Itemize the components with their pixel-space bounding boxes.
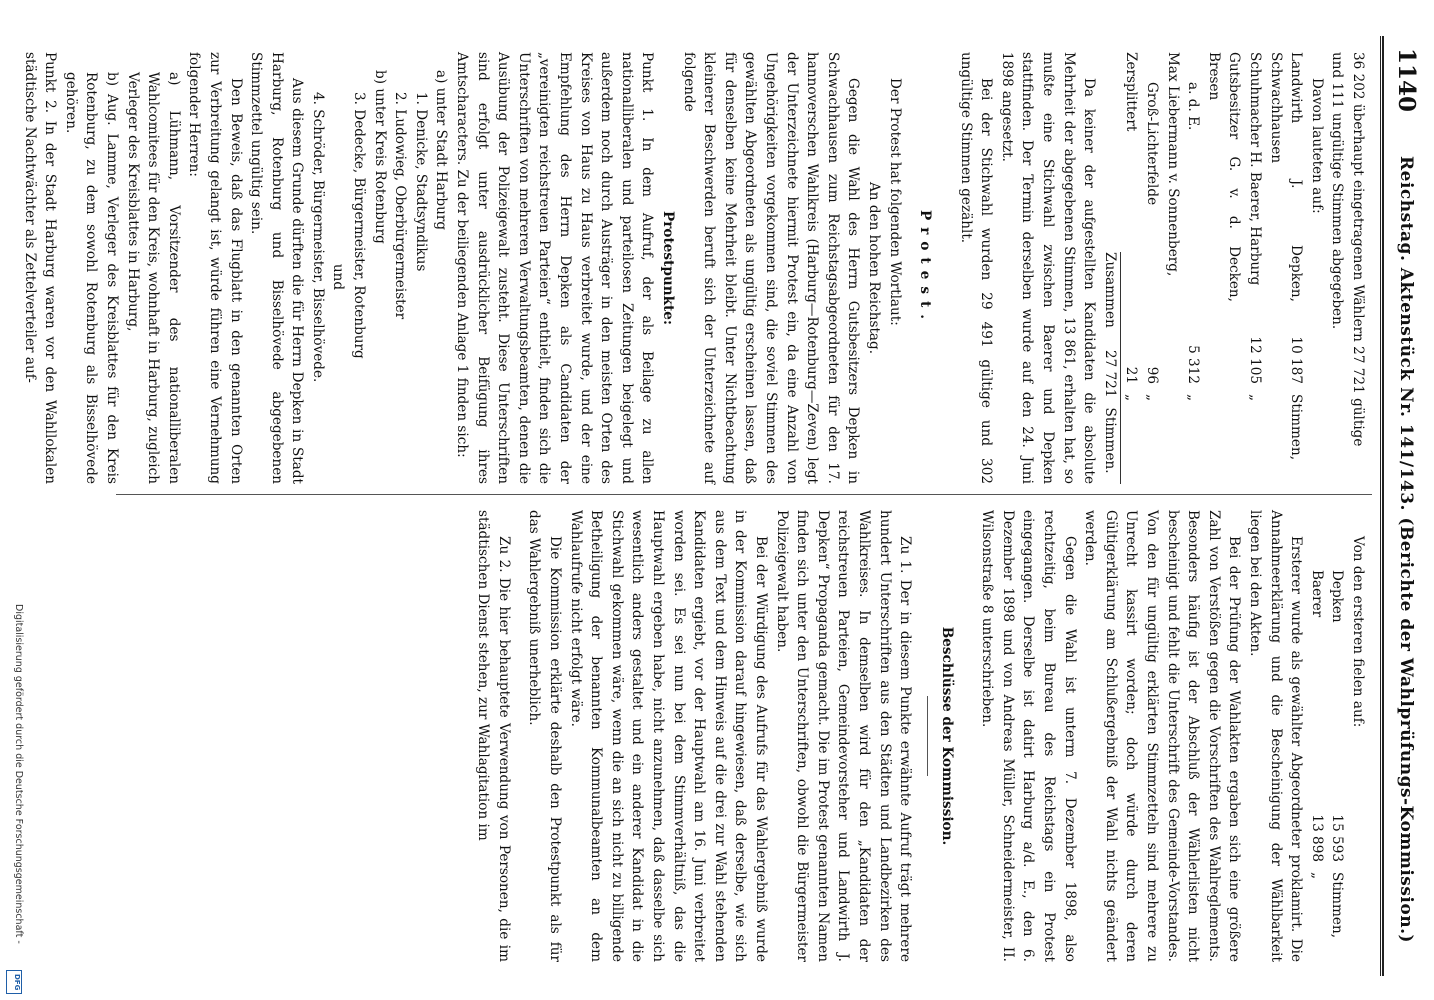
result-row: a. d. E. 5 312 „	[1185, 82, 1202, 402]
list-item: 3. Dedecke, Bürgermeister, Rotenburg	[351, 92, 368, 359]
list-item: und	[330, 263, 347, 291]
digitization-footer	[4, 604, 24, 996]
paragraph: Bei der Würdigung des Aufrufs für das Wahlergebniß wurde in der Kommission darauf hingewiesen, daß derselbe, wie sich aus dem Text und dem Hinweis auf die drei zur Wahl stehenden Kandidaten ergiebt, vor der Hauptwahl am 16. Juni verbreitet worden sei. Es sei nun bei dem Stimmverhältniß, das die Hauptwahl ergeben habe, nicht anzunehmen, daß dasselbe sich wesentlich anders gestaltet und ein anderer Kandidat in die Stichwahl gekommen wäre, wenn die an sich nicht zu billigende Betheiligung der benannten Kommunalbeamten an dem Wahlaufrufe nicht erfolgt wäre.	[567, 510, 769, 962]
list-item: b) Aug. Lamme, Verleger des Kreisblattes für den Kreis Rotenburg, zu dem sowohl Rotenburg als Bisselhövede gehören.	[62, 72, 120, 484]
protest-address: An den hohen Reichstag.	[865, 181, 882, 355]
result-row: Zersplittert 21 „	[1123, 52, 1140, 402]
paragraph: Da keiner der aufgestellten Kandidaten die absolute Mehrheit der abgegebenen Stimmen, 13 861, erhalten hat, so mußte eine Stichwahl zwischen Baerer und Depken stattfinden. Der Termin derselben wurde auf den 24. Juni 1898 angesetzt.	[998, 52, 1098, 484]
list-item: a) unter Stadt Harburg	[433, 70, 450, 231]
list-item: b) unter Kreis Rotenburg	[371, 70, 388, 244]
list-item: 1. Denicke, Stadtsyndikus	[412, 92, 429, 272]
right-column	[473, 510, 1368, 962]
page-number: 1140	[1393, 48, 1420, 113]
intro-line-2: und 111 ungültige Stimmen abgegeben.	[1329, 52, 1346, 330]
erste-line: Von den ersteren fielen auf:	[1350, 536, 1366, 728]
list-item: 2. Ludowieg, Oberbürgermeister	[392, 92, 409, 320]
total-row: Zusammen 27 721 Stimmen.	[1099, 252, 1121, 484]
runoff-table	[1306, 510, 1347, 962]
header-title: Reichstag. Aktenstück Nr. 141/143. (Berichte der Wahlprüfungs-Kommission.)	[1396, 156, 1416, 944]
paragraph: Zu 2. Die hier behauptete Verwendung von Personen, die im städtischen Dienst stehen, zur Wahlagitation im	[475, 510, 512, 962]
funding-credit: Digitalisierung gefördert durch die Deutsche Forschungsgemeinschaft -	[13, 604, 24, 944]
result-row: Landwirth J. Depken, Schwachhausen 10 187 Stimmen,	[1267, 52, 1305, 461]
result-row: Groß-Lichterfelde 96 „	[1144, 82, 1161, 402]
heading-rule	[927, 696, 928, 776]
paragraph: Gegen die Wahl ist unterm 7. Dezember 1898, also rechtzeitig, beim Bureau des Reichstags ein Protest eingegangen. Derselbe ist datirt Harburg a/d. E., den 6. Dezember 1898 und von Andreas Müller, Schneidermeister, II. Wilsonstraße 8 unterschrieben.	[979, 510, 1078, 962]
intro-line-1: 36 202 überhaupt eingetragenen Wählern 27 721 gültige	[1350, 52, 1366, 447]
left-column	[19, 52, 1368, 484]
paragraph: Ersterer wurde als gewählter Abgeordneter proklamirt. Die Annahmeerklärung und die Bescheinigung der Wählbarkeit liegen bei den Akten.	[1247, 510, 1305, 962]
witness-list	[60, 52, 184, 484]
paragraph: Bei der Prüfung der Wahlakten ergaben sich eine größere Zahl von Verstößen gegen die Vorschriften des Wahlreglements. Besonders häufig ist der Abschluß der Wählerlisten nicht bescheinigt und fehlt die Unterschrift des Gemeinde-Vorstandes. Von den für ungültig erklärten Stimmzetteln sind mehrere zu Unrecht kassirt worden; doch würde durch deren Gültigerklärung am Schlußergebniß der Wahl nichts geändert werden.	[1082, 510, 1243, 962]
result-row: Gutsbesitzer G. v. d. Decken, Bresen	[1205, 52, 1243, 302]
header-rule	[1382, 36, 1384, 976]
results-table	[1099, 52, 1306, 484]
paragraph: Punkt 1. In dem Aufruf, der als Beilage zu allen nationalliberalen und parteilosen Zeitungen beigelegt und außerdem noch durch Austräger in den meisten Orten des Kreises von Haus zu Haus verbreitet wurde, und der eine Empfehlung des Herrn Depken als Candidaten der „vereinigten reichstreuen Parteien“ enthielt, finden sich die Unterschriften von mehreren Verwaltungsbeamten, denen die Ausübung der Polizeigewalt zusteht. Diese Unterschriften sind erfolgt unter ausdrücklicher Beifügung ihres Amtscharacters. Zu der beiliegenden Anlage 1 finden sich:	[454, 52, 656, 484]
paragraph: Zu 1. Der in diesem Punkte erwähnte Aufruf trägt mehrere hundert Unterschriften aus den Städten und Landbezirken des Wahlkreises. In demselben wird für den „Kandidaten der reichstreuen Parteien, Gemeindevorsteher und Landwirth J. Depken“ Propaganda gemacht. Die im Protest genannten Namen finden sich unter den Unterschriften, obwohl die Bürgermeister Polizeigewalt haben.	[773, 510, 914, 962]
paragraph: Bei der Stichwahl wurden 29 491 gültige und 302 ungültige Stimmen gezählt.	[957, 52, 995, 484]
result-row: Depken 15 593 Stimmen,	[1329, 570, 1346, 939]
running-header	[1386, 36, 1424, 976]
paragraph: Die Kommission erklärte deshalb den Protestpunkt als für das Wahlergebniß unerheblich.	[526, 510, 564, 962]
paragraph: Punkt 2. In der Stadt Harburg waren vor den Wahllokalen städtische Nachtwächter als Zettelverteiler auf-	[21, 52, 59, 484]
davon-line: Davon lauteten auf:	[1308, 78, 1325, 214]
list-item: 4. Schröder, Bürgermeister, Bisselhövede.	[309, 92, 326, 383]
dfg-logo: DFG	[6, 970, 22, 994]
protest-heading: Protest.	[917, 209, 934, 327]
result-row: Schuhmacher H. Baerer, Harburg 12 105 „	[1247, 52, 1264, 402]
list-item: a) Lühmann, Vorsitzender des nationalliberalen Wahlcomitees für den Kreis, wohnhaft in Harburg, zugleich Verleger des Kreisblattes in Harburg,	[124, 72, 182, 484]
column-divider	[116, 494, 1372, 495]
points-heading: Protestpunkte:	[660, 211, 676, 325]
paragraph: Den Beweis, daß das Flugblatt in den genannten Orten zur Verbreitung gelangt ist, würde führen eine Vernehmung folgender Herren:	[186, 52, 244, 484]
commission-heading: Beschlüsse der Kommission.	[938, 626, 955, 846]
paragraph: Gegen die Wahl des Herrn Gutsbesitzers Depken in Schwachhausen zum Reichstagsabgeordneten für den 17. hannoverschen Wahlkreis (Harburg—Rotenburg—Zeven) legt der Unterzeichnete hiermit Protest ein, da eine Anzahl von Ungehörigkeiten vorgekommen sind, die soviel Stimmen des gewählten Abgeordneten als ungültig erscheinen lassen, daß für denselben keine Mehrheit bleibt. Unter Nichtbeachtung kleinerer Beschwerden beruft sich der Unterzeichnete auf folgende	[680, 52, 862, 484]
result-row: Max Liebermann v. Sonnenberg,	[1164, 52, 1181, 277]
protest-intro: Der Protest hat folgenden Wortlaut:	[886, 78, 903, 326]
result-row: Baerer 13 898 „	[1308, 570, 1325, 880]
paragraph: Aus diesem Grunde dürften die für Herrn Depken in Stadt Harburg, Rotenburg und Bisselhövede abgegebenen Stimmzettel ungültig sein.	[248, 52, 306, 484]
official-list	[307, 52, 451, 484]
header-rule-thin	[1380, 36, 1381, 976]
